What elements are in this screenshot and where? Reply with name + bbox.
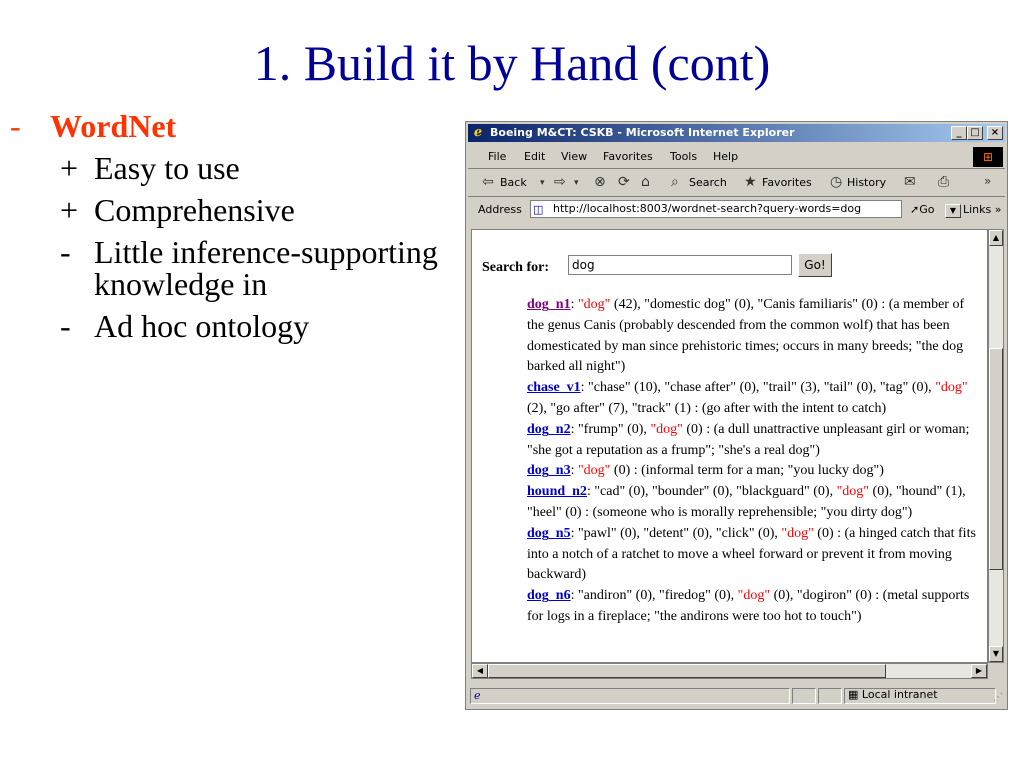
history-icon[interactable]: ◷ xyxy=(830,174,843,190)
stop-icon[interactable]: ⊗ xyxy=(594,174,606,190)
result-text: (42), "domestic dog" (0), "Canis familiaris" (0) : (a member of the genus Canis (probably descended from the common wolf) that has been domesticated by man since prehistoric times; occurs in many breeds; "the dog barked all night") xyxy=(527,297,965,375)
bullet-heading xyxy=(10,110,460,142)
result-link[interactable]: dog_n3 xyxy=(527,463,571,479)
status-zone: ▦ Local intranet xyxy=(848,688,938,701)
title-bar[interactable] xyxy=(468,124,1005,142)
bullet-heading-text: WordNet xyxy=(50,108,177,144)
page-icon: ◫ xyxy=(533,203,544,216)
go-button[interactable]: ➚Go xyxy=(910,203,935,216)
menu-edit[interactable]: Edit xyxy=(524,150,546,163)
back-arrow-icon[interactable]: ⇦ xyxy=(482,174,494,190)
highlighted-term: "dog" xyxy=(577,297,611,312)
result-text: (2), "go after" (7), "track" (1) : (go after with the intent to catch) xyxy=(527,400,887,416)
result-text: : "chase" (10), "chase after" (0), "trail" (3), "tail" (0), "tag" (0), xyxy=(580,380,936,396)
address-dropdown-icon[interactable]: ▼ xyxy=(945,204,961,218)
menu-bar xyxy=(468,146,1005,169)
highlighted-term: "dog" xyxy=(935,380,968,396)
page-content xyxy=(471,229,988,663)
favorites-button[interactable]: Favorites xyxy=(762,176,812,189)
slide-title: 1. Build it by Hand (cont) xyxy=(253,35,771,91)
print-icon[interactable]: ⎙ xyxy=(938,174,950,190)
menu-help[interactable]: Help xyxy=(713,150,739,163)
results-list xyxy=(527,295,982,628)
result-text: (0) : (informal term for a man; "you lucky dog") xyxy=(610,463,884,479)
close-button[interactable]: × xyxy=(987,126,1003,140)
result-link[interactable]: hound_n2 xyxy=(527,484,587,500)
result-text: (0), "hound" (1), "heel" (0) : (someone who is morally reprehensible; "you dirty dog") xyxy=(527,484,966,520)
search-icon[interactable]: ⌕ xyxy=(671,174,679,190)
result-link[interactable]: dog_n5 xyxy=(527,525,571,541)
highlighted-term: "dog" xyxy=(781,525,814,541)
menu-file[interactable]: File xyxy=(488,150,507,163)
history-button[interactable]: History xyxy=(847,176,887,189)
search-go-button[interactable]: Go! xyxy=(798,253,832,277)
bullet-marker: - xyxy=(10,108,21,144)
status-bar xyxy=(468,686,1005,706)
horizontal-scroll-thumb[interactable] xyxy=(488,664,886,678)
home-icon[interactable]: ⌂ xyxy=(641,174,650,190)
intranet-icon: ▦ xyxy=(848,688,859,701)
bullet-list xyxy=(10,110,460,352)
back-dropdown-icon[interactable]: ▾ xyxy=(540,178,545,188)
result-entry xyxy=(527,524,982,586)
sub-bullet xyxy=(60,236,460,300)
window-title: Boeing M&CT: CSKB - Microsoft Internet Explorer xyxy=(490,126,795,139)
sub-bullet xyxy=(60,310,460,342)
sub-bullet xyxy=(60,194,460,226)
status-panel-main xyxy=(470,688,790,704)
ie-logo-icon: ℯ xyxy=(473,125,483,140)
browser-window xyxy=(465,121,1008,710)
result-link[interactable]: dog_n2 xyxy=(527,421,571,437)
forward-dropdown-icon[interactable]: ▾ xyxy=(574,178,579,188)
result-entry xyxy=(527,378,982,420)
forward-arrow-icon[interactable]: ⇨ xyxy=(554,174,566,190)
address-label: Address xyxy=(478,203,522,216)
minimize-button[interactable]: _ xyxy=(951,126,967,140)
maximize-button[interactable]: □ xyxy=(967,126,983,140)
sub-bullet xyxy=(60,152,460,184)
result-entry xyxy=(527,482,982,524)
status-page-icon: ℯ xyxy=(474,689,481,702)
status-panel xyxy=(818,688,842,704)
sub-bullet-marker: + xyxy=(60,192,79,228)
resize-grip-icon[interactable]: ⋰ xyxy=(993,692,1003,703)
scroll-up-icon[interactable]: ▲ xyxy=(989,230,1003,246)
toolbar xyxy=(468,170,1005,197)
scroll-left-icon[interactable]: ◀ xyxy=(472,664,488,678)
result-entry xyxy=(527,461,982,482)
result-text: : "cad" (0), "bounder" (0), "blackguard" (0), xyxy=(586,484,837,500)
result-entry xyxy=(527,295,982,378)
sub-bullet-marker: - xyxy=(60,308,71,344)
scroll-right-icon[interactable]: ▶ xyxy=(971,664,987,678)
go-arrow-icon: ➚ xyxy=(910,203,920,216)
search-button[interactable]: Search xyxy=(689,176,727,189)
result-text: : xyxy=(570,463,578,479)
favorites-icon[interactable]: ★ xyxy=(744,174,757,190)
sub-bullet-text: Ad hoc ontology xyxy=(94,308,310,344)
links-button[interactable]: Links » xyxy=(963,203,1002,216)
vertical-scrollbar[interactable] xyxy=(988,229,1004,663)
highlighted-term: "dog" xyxy=(650,421,683,437)
result-text: (0) : (a dull unattractive unpleasant girl or woman; "she got a reputation as a frump"; "she's a real dog") xyxy=(527,421,970,458)
mail-icon[interactable]: ✉ xyxy=(904,174,916,190)
sub-bullet-text: Little inference-supporting knowledge in xyxy=(94,234,438,302)
horizontal-scrollbar[interactable] xyxy=(471,663,988,679)
result-link[interactable]: dog_n1 xyxy=(527,297,571,312)
refresh-icon[interactable]: ⟳ xyxy=(618,174,630,190)
result-text: : "frump" (0), xyxy=(570,421,651,437)
menu-view[interactable]: View xyxy=(561,150,588,163)
highlighted-term: "dog" xyxy=(577,463,611,479)
sub-bullet-text: Easy to use xyxy=(94,150,240,186)
result-entry xyxy=(527,420,982,462)
result-text: : xyxy=(570,297,578,312)
sub-bullet-marker: - xyxy=(60,234,71,270)
result-entry xyxy=(527,586,982,628)
result-text: : "andiron" (0), "firedog" (0), xyxy=(570,588,738,604)
windows-logo-icon: ⊞ xyxy=(973,147,1003,167)
status-panel xyxy=(792,688,816,704)
vertical-scroll-thumb[interactable] xyxy=(989,348,1003,570)
result-text: (0) : (a hinged catch that fits into a notch of a ratchet to move a wheel forward or prevent it from moving backward) xyxy=(527,525,976,583)
search-input[interactable] xyxy=(568,255,792,275)
toolbar-overflow-icon[interactable]: » xyxy=(984,174,992,188)
sub-bullet-text: Comprehensive xyxy=(94,192,295,228)
sub-bullet-marker: + xyxy=(60,150,79,186)
highlighted-term: "dog" xyxy=(737,588,771,604)
menu-tools[interactable]: Tools xyxy=(670,150,698,163)
address-bar xyxy=(468,198,1005,222)
scroll-down-icon[interactable]: ▼ xyxy=(989,646,1003,662)
result-link[interactable]: chase_v1 xyxy=(527,380,581,396)
menu-favorites[interactable]: Favorites xyxy=(603,150,653,163)
back-button[interactable]: Back xyxy=(500,176,527,189)
result-text: : "pawl" (0), "detent" (0), "click" (0), xyxy=(570,525,782,541)
address-url: http://localhost:8003/wordnet-search?query-words=dog xyxy=(553,202,862,215)
result-link[interactable]: dog_n6 xyxy=(527,588,571,604)
highlighted-term: "dog" xyxy=(836,484,870,500)
result-text: (0), "dogiron" (0) : (metal supports for logs in a fireplace; "the andirons were too hot to touch") xyxy=(527,588,970,624)
search-label: Search for: xyxy=(482,260,549,275)
